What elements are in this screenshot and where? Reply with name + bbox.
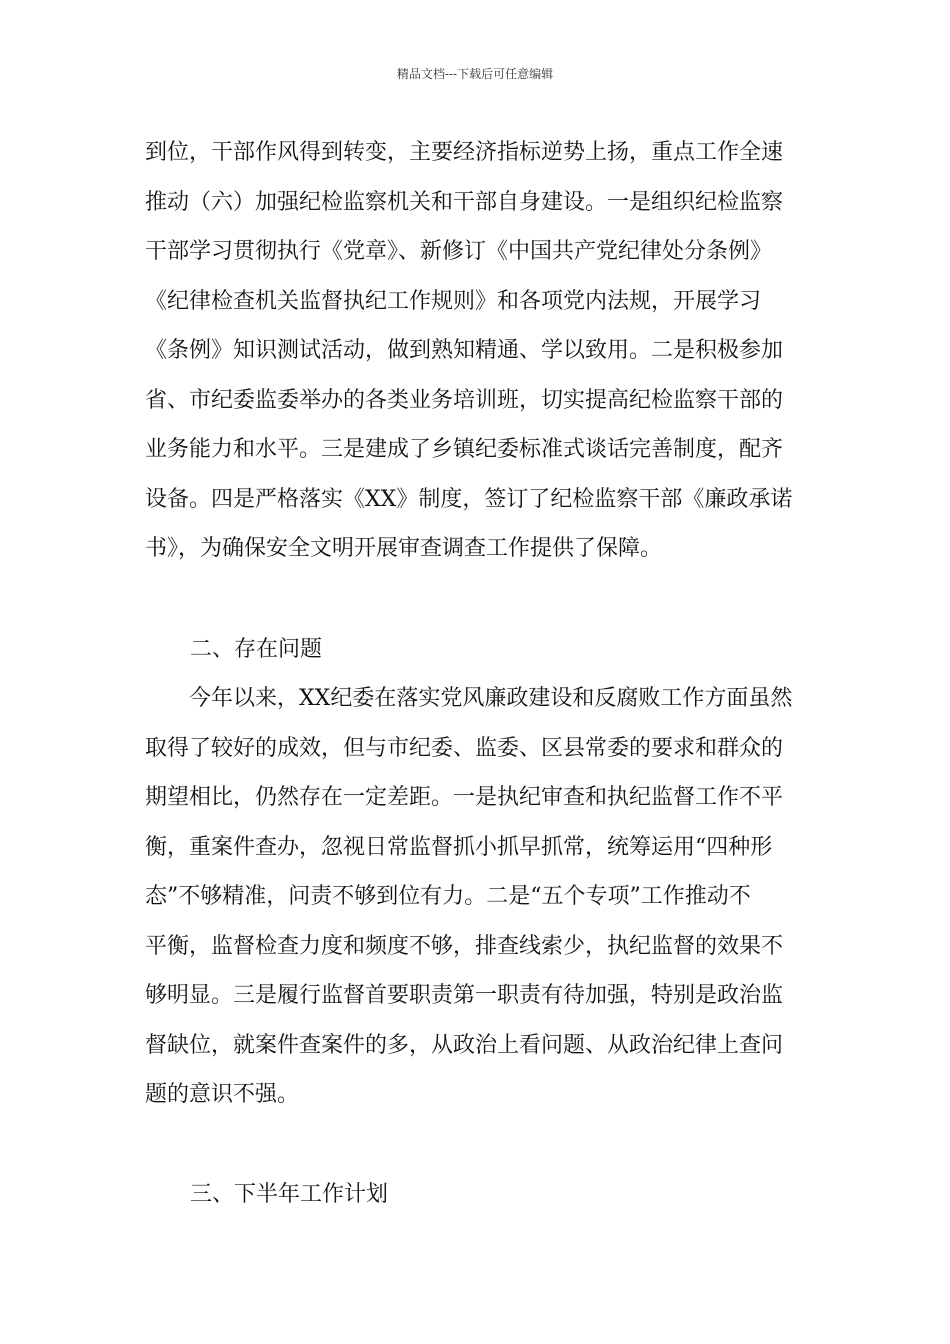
text-line: 督缺位，就案件查案件的多，从政治上看问题、从政治纪律上查问 <box>145 1032 784 1058</box>
text-line: 衡，重案件查办，忽视日常监督抓小抓早抓常，统筹运用“四种形 <box>145 834 773 860</box>
section-heading-plan: 三、下半年工作计划 <box>190 1182 389 1207</box>
text-line: 书》，为确保安全文明开展审查调查工作提供了保障。 <box>145 536 663 561</box>
page-header: 精品文档---下载后可任意编辑 <box>396 67 554 81</box>
paragraph-problems <box>145 674 809 1120</box>
text-line: 态”不够精准，问责不够到位有力。二是“五个专项”工作推动不 <box>145 884 751 909</box>
text-line: 题的意识不强。 <box>145 1082 300 1107</box>
text-line: 《纪律检查机关监督执纪工作规则》和各项党内法规，开展学习 <box>145 288 762 314</box>
text-line: 今年以来，XX纪委在落实党风廉政建设和反腐败工作方面虽然 <box>145 686 793 711</box>
text-line: 到位，干部作风得到转变，主要经济指标逆势上扬，重点工作全速 <box>145 140 784 165</box>
text-line: 干部学习贯彻执行《党章》、新修订《中国共产党纪律处分条例》 <box>145 239 773 264</box>
text-line: 省、市纪委监委举办的各类业务培训班，切实提高纪检监察干部的 <box>145 387 784 413</box>
text-line: 平衡，监督检查力度和频度不够，排查线索少，执纪监督的效果不 <box>145 933 784 959</box>
text-line: 取得了较好的成效，但与市纪委、监委、区县常委的要求和群众的 <box>145 735 784 761</box>
text-line: 期望相比，仍然存在一定差距。一是执纪审查和执纪监督工作不平 <box>145 785 784 810</box>
section-heading-problems: 二、存在问题 <box>190 637 323 662</box>
text-line: 推动（六）加强纪检监察机关和干部自身建设。一是组织纪检监察 <box>145 189 784 215</box>
paragraph-self-construction <box>145 128 809 574</box>
text-line: 设备。四是严格落实《XX》制度，签订了纪检监察干部《廉政承诺 <box>145 486 793 512</box>
text-line: 业务能力和水平。三是建成了乡镇纪委标准式谈话完善制度，配齐 <box>145 437 784 462</box>
text-line: 《条例》知识测试活动，做到熟知精通、学以致用。二是积极参加 <box>145 338 784 363</box>
text-line: 够明显。三是履行监督首要职责第一职责有待加强，特别是政治监 <box>145 983 784 1008</box>
